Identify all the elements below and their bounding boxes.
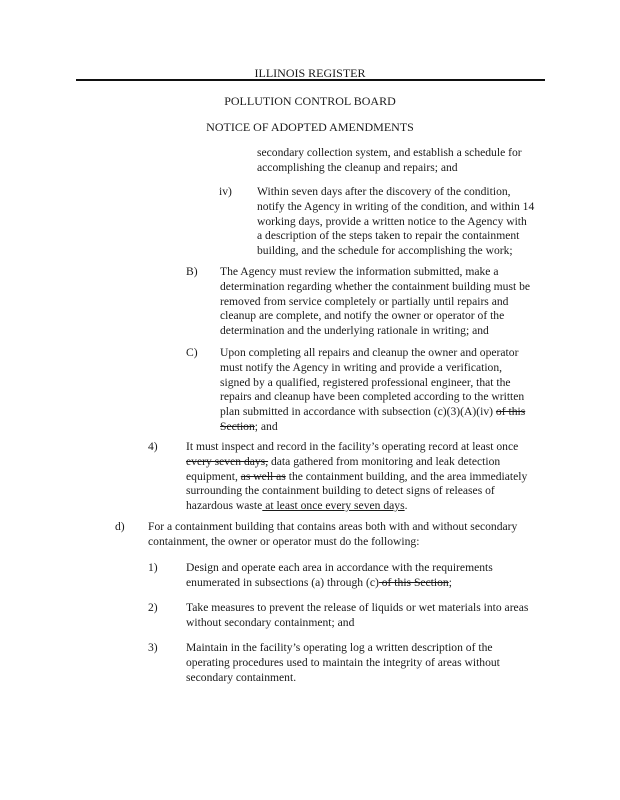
item-B-paragraph	[220, 265, 530, 339]
text-run: data gathered from monitoring and leak detection	[268, 454, 501, 468]
item-label-B: B)	[186, 265, 198, 278]
notice-title: NOTICE OF ADOPTED AMENDMENTS	[206, 120, 414, 134]
struck-text: of this	[495, 405, 526, 419]
text-line: cleanup are complete, and notify the owner or operator of the	[220, 309, 505, 323]
text-line: building, and the schedule for accomplishing the work;	[257, 244, 513, 258]
text-line: secondary containment.	[186, 670, 297, 684]
text-run: ;	[448, 575, 452, 589]
item-label-d: d)	[115, 520, 125, 533]
text-line	[220, 405, 525, 420]
header-rule	[76, 79, 545, 81]
text-line: It must inspect and record in the facility’s operating record at least once	[186, 440, 519, 453]
item-C-paragraph	[220, 346, 525, 435]
item-d1-paragraph	[186, 561, 493, 591]
text-run: ; and	[254, 419, 278, 433]
text-line: signed by a qualified, registered professional engineer, that the	[220, 375, 511, 389]
underlined-text: at least once every seven days	[262, 499, 405, 513]
text-line: Take measures to prevent the release of liquids or wet materials into areas	[186, 601, 529, 614]
item-d2-paragraph	[186, 601, 528, 631]
text-line: The Agency must review the information submitted, make a	[220, 265, 499, 278]
board-title: POLLUTION CONTROL BOARD	[224, 94, 396, 108]
text-line: without secondary containment; and	[186, 615, 355, 629]
struck-text: every seven days,	[186, 454, 269, 468]
item-label-d1: 1)	[148, 561, 158, 574]
text-line: accomplishing the cleanup and repairs; and	[257, 160, 458, 174]
text-line: a description of the steps taken to repair the containment	[257, 229, 520, 243]
item-iv-paragraph	[257, 185, 534, 259]
text-line: Maintain in the facility’s operating log a written description of the	[186, 641, 493, 654]
item-label-4: 4)	[148, 440, 158, 453]
item-label-d2: 2)	[148, 601, 158, 614]
text-line: surrounding the containment building to detect signs of releases of	[186, 484, 495, 498]
text-line: Upon completing all repairs and cleanup the owner and operator	[220, 346, 519, 359]
struck-text: of this Section	[378, 575, 449, 589]
item-label-iv: iv)	[219, 185, 232, 198]
text-line: Within seven days after the discovery of the condition,	[257, 185, 511, 198]
text-line: must notify the Agency in writing and provide a verification,	[220, 360, 503, 374]
text-line	[220, 420, 525, 435]
register-title: ILLINOIS REGISTER	[254, 66, 366, 80]
text-run: .	[404, 499, 408, 513]
text-line: containment, the owner or operator must do the following:	[148, 534, 420, 548]
struck-text: as well as	[240, 469, 286, 483]
text-line: secondary collection system, and establish a schedule for	[257, 146, 522, 159]
text-line: determination regarding whether the containment building must be	[220, 279, 531, 293]
item-d3-paragraph	[186, 641, 500, 685]
item-label-d3: 3)	[148, 641, 158, 654]
text-line: determination and the underlying rationale in writing; and	[220, 324, 489, 338]
text-line: removed from service completely or partially until repairs and	[220, 294, 509, 308]
text-run: equipment,	[186, 469, 241, 483]
text-line: notify the Agency in writing of the condition, and within 14	[257, 199, 535, 213]
text-line	[186, 576, 493, 591]
text-line	[186, 499, 527, 514]
item-d-paragraph	[148, 520, 517, 550]
item-4-paragraph	[186, 440, 527, 514]
text-line: repairs and cleanup have been completed according to the written	[220, 390, 525, 404]
text-line	[186, 455, 527, 470]
text-line: Design and operate each area in accordance with the requirements	[186, 561, 493, 574]
text-run: hazardous waste	[186, 499, 263, 513]
struck-text: Section	[220, 419, 255, 433]
text-run: the containment building, and the area immediately	[285, 469, 528, 483]
item-label-C: C)	[186, 346, 198, 359]
continuation-paragraph	[257, 146, 522, 176]
text-line: working days, provide a written notice to the Agency with	[257, 214, 527, 228]
text-line: For a containment building that contains areas both with and without secondary	[148, 520, 518, 533]
text-line: operating procedures used to maintain the integrity of areas without	[186, 655, 500, 669]
text-run: enumerated in subsections (a) through (c)	[186, 575, 379, 589]
text-line	[186, 470, 527, 485]
text-run: plan submitted in accordance with subsection (c)(3)(A)(iv)	[220, 405, 494, 419]
